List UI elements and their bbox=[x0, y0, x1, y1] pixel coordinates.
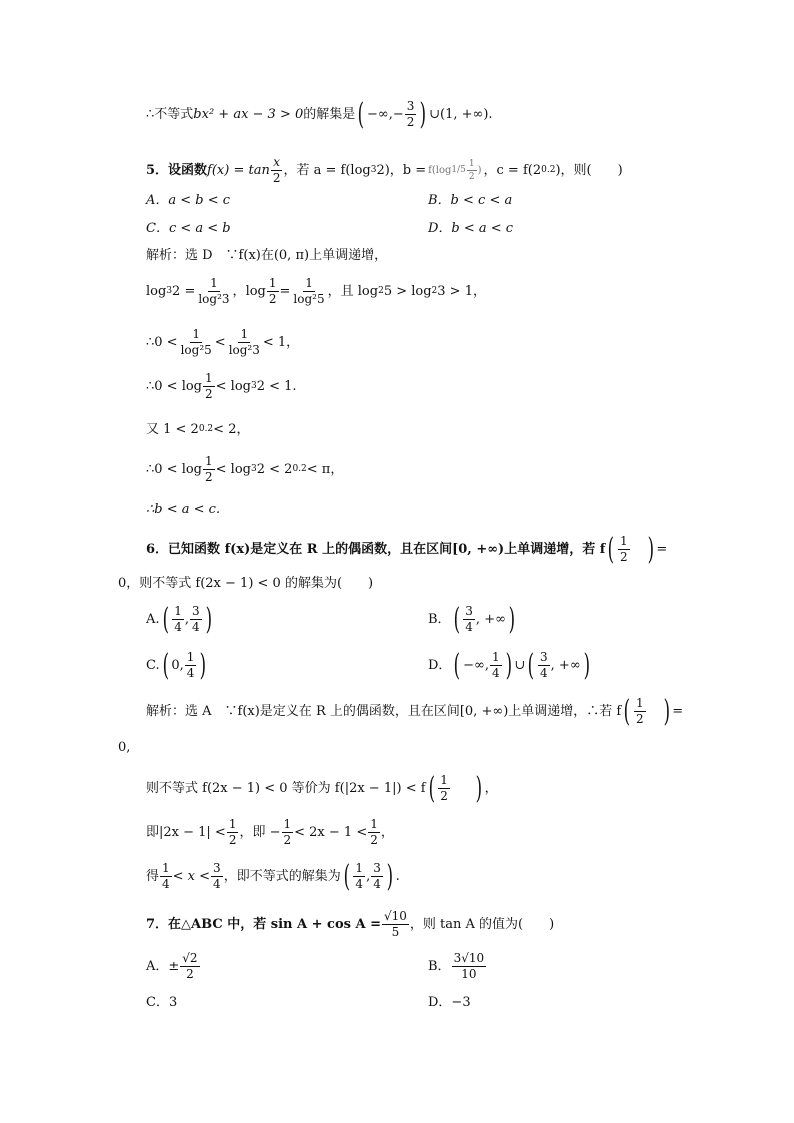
text: 7．在△ABC 中，若 sin A + cos A = bbox=[146, 917, 381, 932]
label: D．b < a < c bbox=[428, 221, 514, 236]
q6-stem-1: 6．已知函数 f(x)是定义在 R 上的偶函数，且在区间[0, +∞)上单调递增，若 f ( $\frac{1}{2}$ ) = bbox=[146, 531, 668, 567]
therefore-symbol: ∴ bbox=[146, 107, 155, 122]
text: < π， bbox=[306, 462, 344, 477]
text: < log bbox=[215, 379, 251, 394]
text: log bbox=[245, 284, 266, 299]
text: −∞, bbox=[367, 107, 393, 122]
fraction bbox=[227, 328, 262, 357]
text: = bbox=[672, 704, 684, 719]
den: 4 bbox=[373, 877, 381, 891]
text: ，若 a = f(log bbox=[283, 163, 371, 178]
inequality: bx² + ax − 3 > 0 bbox=[193, 107, 304, 122]
q7-stem bbox=[146, 910, 554, 939]
den: log²3 bbox=[228, 343, 260, 357]
fraction bbox=[267, 277, 279, 306]
sup: 0.2 bbox=[198, 424, 214, 434]
num: 3 bbox=[213, 861, 221, 875]
label: C. bbox=[146, 658, 160, 673]
den: 4 bbox=[162, 877, 170, 891]
text: 又 1 < 2 bbox=[146, 422, 199, 437]
den: 2 bbox=[620, 550, 628, 564]
text: 0, bbox=[171, 658, 184, 673]
label: A．± bbox=[146, 959, 180, 974]
label: B． bbox=[428, 612, 451, 627]
text: < 1， bbox=[262, 335, 300, 350]
q7-option-c[interactable] bbox=[146, 996, 177, 1009]
num: 1 bbox=[620, 534, 628, 548]
text: ，即不等式的解集为 bbox=[223, 869, 341, 884]
num: 1 bbox=[492, 650, 500, 664]
den: 2 bbox=[440, 789, 448, 803]
num: 1 bbox=[186, 650, 195, 664]
text: 2 < 2 bbox=[256, 462, 293, 477]
den: 2 bbox=[205, 470, 213, 484]
q5-sol-line-7 bbox=[146, 503, 220, 516]
text: ，则 tan A 的值为( ) bbox=[409, 917, 555, 932]
text: f(log bbox=[428, 164, 452, 176]
text: = bbox=[656, 542, 668, 557]
num: 1 bbox=[268, 276, 277, 290]
text: 则不等式 f(2x − 1) < 0 等价为 f(|2x − 1|) < f bbox=[146, 781, 426, 796]
q6-option-a[interactable]: A. ( $\frac{1}{4}$ , $\frac{3}{4}$ ) bbox=[146, 601, 212, 637]
text: ， bbox=[484, 781, 498, 796]
text: 2)，b = bbox=[376, 163, 427, 178]
text: )，则( ) bbox=[555, 163, 623, 178]
den: 2 bbox=[406, 115, 415, 129]
num: 3 bbox=[192, 604, 200, 618]
fraction bbox=[291, 277, 326, 306]
q7-option-a[interactable] bbox=[146, 952, 201, 981]
num: 1 bbox=[205, 371, 213, 385]
text: 6．已知函数 f(x)是定义在 R 上的偶函数，且在区间[0, +∞)上单调递增，若 f bbox=[146, 542, 606, 557]
q5-sol-line-5 bbox=[146, 423, 249, 436]
text: ∴0 < log bbox=[146, 379, 203, 394]
text: < x < bbox=[172, 869, 211, 884]
num: 3 bbox=[373, 861, 381, 875]
comma: , bbox=[366, 869, 371, 884]
text: < 2x − 1 < bbox=[294, 825, 368, 840]
q5-option-a[interactable] bbox=[146, 194, 230, 207]
comma: , bbox=[184, 612, 190, 627]
label: C．3 bbox=[146, 995, 178, 1010]
text: 2 < 1. bbox=[256, 379, 297, 394]
text: 不等式 bbox=[154, 107, 194, 122]
den: 2 bbox=[370, 833, 378, 847]
q6-solution-4 bbox=[146, 818, 394, 847]
den: 2 bbox=[272, 171, 281, 185]
num: 1 bbox=[283, 817, 292, 831]
q5-option-b[interactable] bbox=[428, 194, 512, 207]
sub: 3 bbox=[251, 464, 257, 474]
text: ∴0 < log bbox=[146, 462, 203, 477]
q7-option-d[interactable] bbox=[428, 996, 471, 1009]
text: ，c = f(2 bbox=[483, 163, 542, 178]
label: D． bbox=[428, 658, 452, 673]
fraction bbox=[203, 455, 215, 484]
num: 3√10 bbox=[453, 951, 485, 965]
text: ∪(1, +∞). bbox=[429, 107, 493, 122]
num: x bbox=[273, 155, 281, 169]
label: D．−3 bbox=[428, 995, 471, 1010]
label: B． bbox=[428, 959, 451, 974]
text: . bbox=[395, 869, 400, 884]
sub: 3 bbox=[251, 381, 257, 391]
den: 5 bbox=[391, 925, 400, 939]
minus: − bbox=[392, 107, 404, 122]
num: 1 bbox=[162, 861, 170, 875]
num: 1 bbox=[635, 696, 644, 710]
den: 4 bbox=[213, 877, 221, 891]
q5-sol-line-3 bbox=[146, 328, 299, 357]
den: 4 bbox=[492, 666, 500, 680]
q6-stem-2 bbox=[118, 577, 373, 590]
num: 3 bbox=[465, 604, 473, 618]
den: 4 bbox=[540, 666, 548, 680]
expr: f(x) = tan bbox=[207, 163, 270, 178]
text: 0, bbox=[118, 740, 131, 755]
num: 1 bbox=[370, 817, 378, 831]
text: 解析：选 A ∵f(x)是定义在 R 上的偶函数，且在区间[0, +∞)上单调递增，∴若 f bbox=[146, 704, 622, 719]
fraction bbox=[618, 535, 630, 564]
den: 2 bbox=[228, 833, 237, 847]
q5-sol-line-2: log 3 2 = $\frac{1}{\text{log²3}}$ ， log $\frac{1}{2}$ = $\frac{1}{\text{log²5}}$ ，且 log 2 5 > log 2 3 > 1， bbox=[146, 276, 486, 306]
num: 1 bbox=[192, 327, 200, 341]
q6-solution-5: 得 $\frac{1}{4}$ < x < $\frac{3}{4}$ ，即不等式的解集为 ( $\frac{1}{4}$ , $\frac{3}{4}$ ) . bbox=[146, 858, 400, 894]
sub: 3 bbox=[166, 286, 173, 296]
q6-option-b[interactable]: B． ( $\frac{3}{4}$ , +∞ ) bbox=[428, 601, 516, 637]
line-prev-answer: ∴ 不等式 bx² + ax − 3 > 0 的解集是 ( −∞, − $\frac{3}{2}$ ) ∪(1, +∞). bbox=[146, 96, 493, 132]
text: 得 bbox=[146, 869, 160, 884]
text: 0，则不等式 f(2x − 1) < 0 的解集为( ) bbox=[118, 576, 374, 591]
den: 2 bbox=[268, 292, 277, 306]
text: 3 > 1， bbox=[437, 284, 486, 299]
q6-option-d[interactable]: D． ( −∞, $\frac{1}{4}$ ) ∪ ( $\frac{3}{4}$ , +∞ ) bbox=[428, 647, 590, 683]
q6-option-c[interactable]: C. ( 0, $\frac{1}{4}$ ) bbox=[146, 647, 207, 683]
den: 4 bbox=[192, 620, 200, 634]
text: ， bbox=[380, 825, 394, 840]
q5-sol-line-4 bbox=[146, 372, 297, 401]
fraction bbox=[203, 372, 215, 401]
text: −∞, bbox=[463, 658, 490, 673]
den: 2 bbox=[635, 712, 644, 726]
label: A. bbox=[146, 612, 160, 627]
num: 1 bbox=[174, 604, 182, 618]
q-number: 5．设函数 bbox=[146, 163, 208, 178]
text: ∴0 < bbox=[146, 335, 178, 350]
f-log-fifth-half: f(log 1/5 $\frac{1}{2}$ ) bbox=[428, 159, 482, 182]
text: ，即 − bbox=[239, 825, 281, 840]
num: 1 bbox=[305, 276, 313, 290]
q6-solution-3: 则不等式 f(2x − 1) < 0 等价为 f(|2x − 1|) < f ( $\frac{1}{2}$ ) ， bbox=[146, 770, 498, 806]
num: 1 bbox=[240, 327, 249, 341]
sub: 2 bbox=[431, 286, 438, 296]
fraction bbox=[405, 100, 417, 129]
num: 1 bbox=[355, 861, 364, 875]
text: 5 > log bbox=[383, 284, 432, 299]
sub: 2 bbox=[378, 286, 384, 296]
den: log²5 bbox=[293, 292, 325, 306]
num: 1 bbox=[210, 276, 218, 290]
den: 4 bbox=[465, 620, 473, 634]
q5-sol-line-6 bbox=[146, 455, 343, 484]
num: 1 bbox=[205, 454, 213, 468]
text: log bbox=[146, 284, 167, 299]
den: 4 bbox=[355, 877, 364, 891]
text: 2 = bbox=[172, 284, 196, 299]
num: 1 bbox=[468, 159, 475, 169]
den: 4 bbox=[186, 666, 195, 680]
den: 4 bbox=[174, 620, 182, 634]
den: 2 bbox=[205, 387, 213, 401]
text: ，且 log bbox=[327, 284, 379, 299]
sub: 3 bbox=[370, 165, 377, 175]
text: 解析：选 D ∵f(x)在(0, π)上单调递增， bbox=[146, 248, 388, 263]
q5-stem bbox=[146, 156, 623, 185]
text: +∞ bbox=[484, 612, 506, 627]
comma: , bbox=[550, 658, 555, 673]
q6-solution-2 bbox=[118, 741, 130, 754]
text: < 2， bbox=[213, 422, 250, 437]
q7-option-b[interactable] bbox=[428, 952, 487, 981]
num: 1 bbox=[228, 817, 237, 831]
q5-option-d[interactable] bbox=[428, 222, 513, 235]
text: < log bbox=[215, 462, 251, 477]
fraction bbox=[271, 156, 283, 185]
den: 2 bbox=[283, 833, 292, 847]
q6-solution-1: 解析：选 A ∵f(x)是定义在 R 上的偶函数，且在区间[0, +∞)上单调递增，∴若 f ( $\frac{1}{2}$ ) = bbox=[146, 693, 684, 729]
q5-option-c[interactable] bbox=[146, 222, 231, 235]
num: √2 bbox=[182, 951, 198, 965]
label: A．a < b < c bbox=[146, 193, 231, 208]
comma: , bbox=[475, 612, 481, 627]
den: log²3 bbox=[198, 292, 230, 306]
label: C．c < a < b bbox=[146, 221, 231, 236]
sup: 0.2 bbox=[292, 464, 307, 474]
text: +∞ bbox=[558, 658, 581, 673]
num: 3 bbox=[406, 99, 415, 113]
label: B．b < c < a bbox=[428, 193, 513, 208]
num: 3 bbox=[540, 650, 548, 664]
num: 1 bbox=[440, 773, 448, 787]
den: 2 bbox=[468, 172, 475, 182]
fraction bbox=[179, 328, 214, 357]
text: 的解集是 bbox=[303, 107, 356, 122]
den: log²5 bbox=[180, 343, 212, 357]
q5-solution bbox=[146, 249, 387, 262]
num: √10 bbox=[383, 909, 407, 923]
text: ∴b < a < c. bbox=[146, 502, 221, 517]
fraction bbox=[196, 277, 231, 306]
text: < bbox=[214, 335, 226, 350]
text: 即|2x − 1| < bbox=[146, 825, 226, 840]
den: 2 bbox=[186, 967, 194, 981]
sup: 0.2 bbox=[541, 165, 556, 175]
sub: 1/5 bbox=[451, 165, 466, 175]
den: 10 bbox=[461, 967, 477, 981]
